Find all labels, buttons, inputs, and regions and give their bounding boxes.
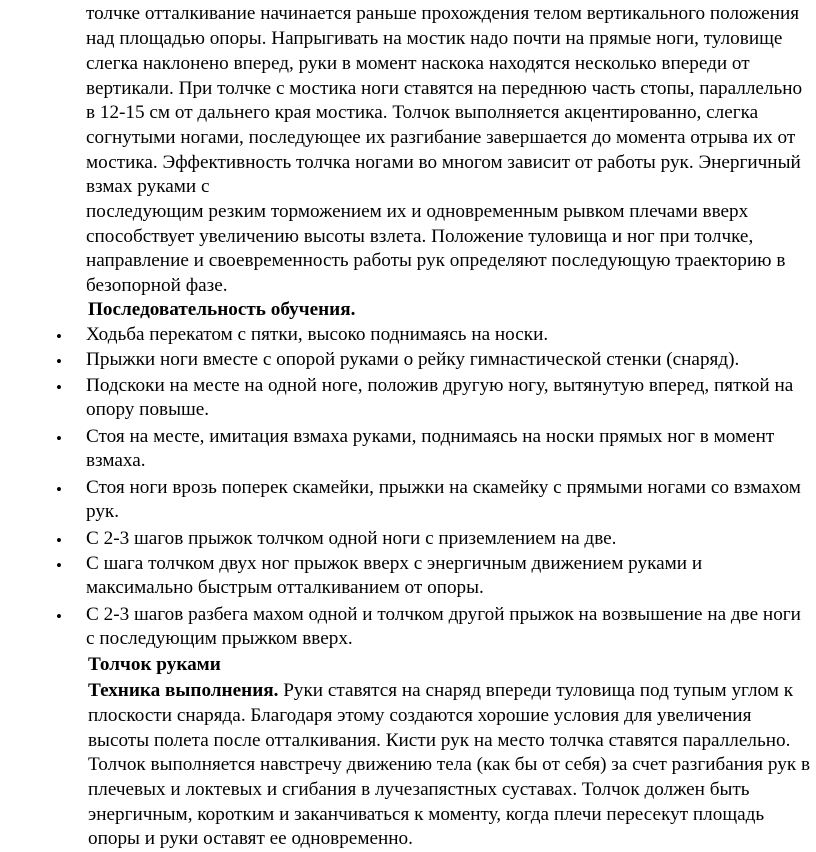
intro-line: согнутыми ногами, последующее их разгибание завершается до момента отрыва их от: [86, 127, 796, 148]
intro-line: безопорной фазе.: [86, 275, 228, 296]
technique-line: энергичным, коротким и заканчиваться к моменту, когда плечи пересекут площадь: [88, 804, 765, 825]
bullet-marker: •: [56, 378, 62, 397]
list-item-continuation: взмаха.: [86, 450, 146, 471]
list-item: С 2-3 шагов разбега махом одной и толчком другой прыжок на возвышение на две ноги: [86, 604, 801, 625]
intro-line: вертикали. При толчке с мостика ноги ставятся на переднюю часть стопы, параллельно: [86, 78, 803, 99]
intro-line: способствует увеличению высоты взлета. Положение туловища и ног при толчке,: [86, 226, 754, 247]
bullet-marker: •: [56, 556, 62, 575]
bullet-marker: •: [56, 429, 62, 448]
list-item: С 2-3 шагов прыжок толчком одной ноги с приземлением на две.: [86, 528, 617, 549]
intro-line: взмах руками с: [86, 176, 210, 197]
technique-line: плоскости снаряда. Благодаря этому создаются хорошие условия для увеличения: [88, 705, 752, 726]
list-item-continuation: опору повыше.: [86, 399, 210, 420]
bullet-marker: •: [56, 352, 62, 371]
technique-line: опоры и руки оставят ее одновременно.: [88, 828, 413, 849]
section-heading: Толчок руками: [88, 654, 221, 675]
technique-label: Техника выполнения.: [88, 680, 279, 701]
bullet-marker: •: [56, 531, 62, 550]
list-item: Подскоки на месте на одной ноге, положив другую ногу, вытянутую вперед, пяткой на: [86, 375, 794, 396]
technique-line: [88, 679, 793, 704]
technique-text: Руки ставятся на снаряд впереди туловища под тупым углом к: [278, 680, 794, 701]
list-item: Прыжки ноги вместе с опорой руками о рейку гимнастической стенки (снаряд).: [86, 349, 740, 370]
intro-line: над площадью опоры. Напрыгивать на мостик надо почти на прямые ноги, туловище: [86, 28, 783, 49]
intro-line: направление и своевременность работы рук определяют последующую траекторию в: [86, 250, 786, 271]
list-item: С шага толчком двух ног прыжок вверх с энергичным движением руками и: [86, 553, 703, 574]
technique-line: высоты полета после отталкивания. Кисти рук на место толчка ставятся параллельно.: [88, 730, 791, 751]
intro-line: мостика. Эффективность толчка ногами во многом зависит от работы рук. Энергичный: [86, 152, 801, 173]
intro-line: толчке отталкивание начинается раньше прохождения телом вертикального положения: [86, 3, 800, 24]
list-item-continuation: рук.: [86, 501, 120, 522]
intro-line: слегка наклонено вперед, руки в момент наскока находятся несколько впереди от: [86, 53, 750, 74]
bullet-marker: •: [56, 480, 62, 499]
list-item: Стоя ноги врозь поперек скамейки, прыжки на скамейку с прямыми ногами со взмахом: [86, 477, 801, 498]
technique-line: Толчок выполняется навстречу движению тела (как бы от себя) за счет разгибания рук в: [88, 754, 811, 775]
intro-line: в 12-15 см от дальнего края мостика. Толчок выполняется акцентированно, слегка: [86, 102, 759, 123]
bullet-marker: •: [56, 607, 62, 626]
technique-line: плечевых и локтевых и сгибания в лучезапястных суставах. Толчок должен быть: [88, 779, 750, 800]
sequence-heading: Последовательность обучения.: [88, 299, 356, 320]
list-item: Ходьба перекатом с пятки, высоко поднимаясь на носки.: [86, 324, 549, 345]
list-item-continuation: максимально быстрым отталкиванием от опоры.: [86, 577, 484, 598]
bullet-marker: •: [56, 327, 62, 346]
intro-line: последующим резким торможением их и одновременным рывком плечами вверх: [86, 201, 749, 222]
list-item: Стоя на месте, имитация взмаха руками, поднимаясь на носки прямых ног в момент: [86, 426, 775, 447]
list-item-continuation: с последующим прыжком вверх.: [86, 628, 353, 649]
